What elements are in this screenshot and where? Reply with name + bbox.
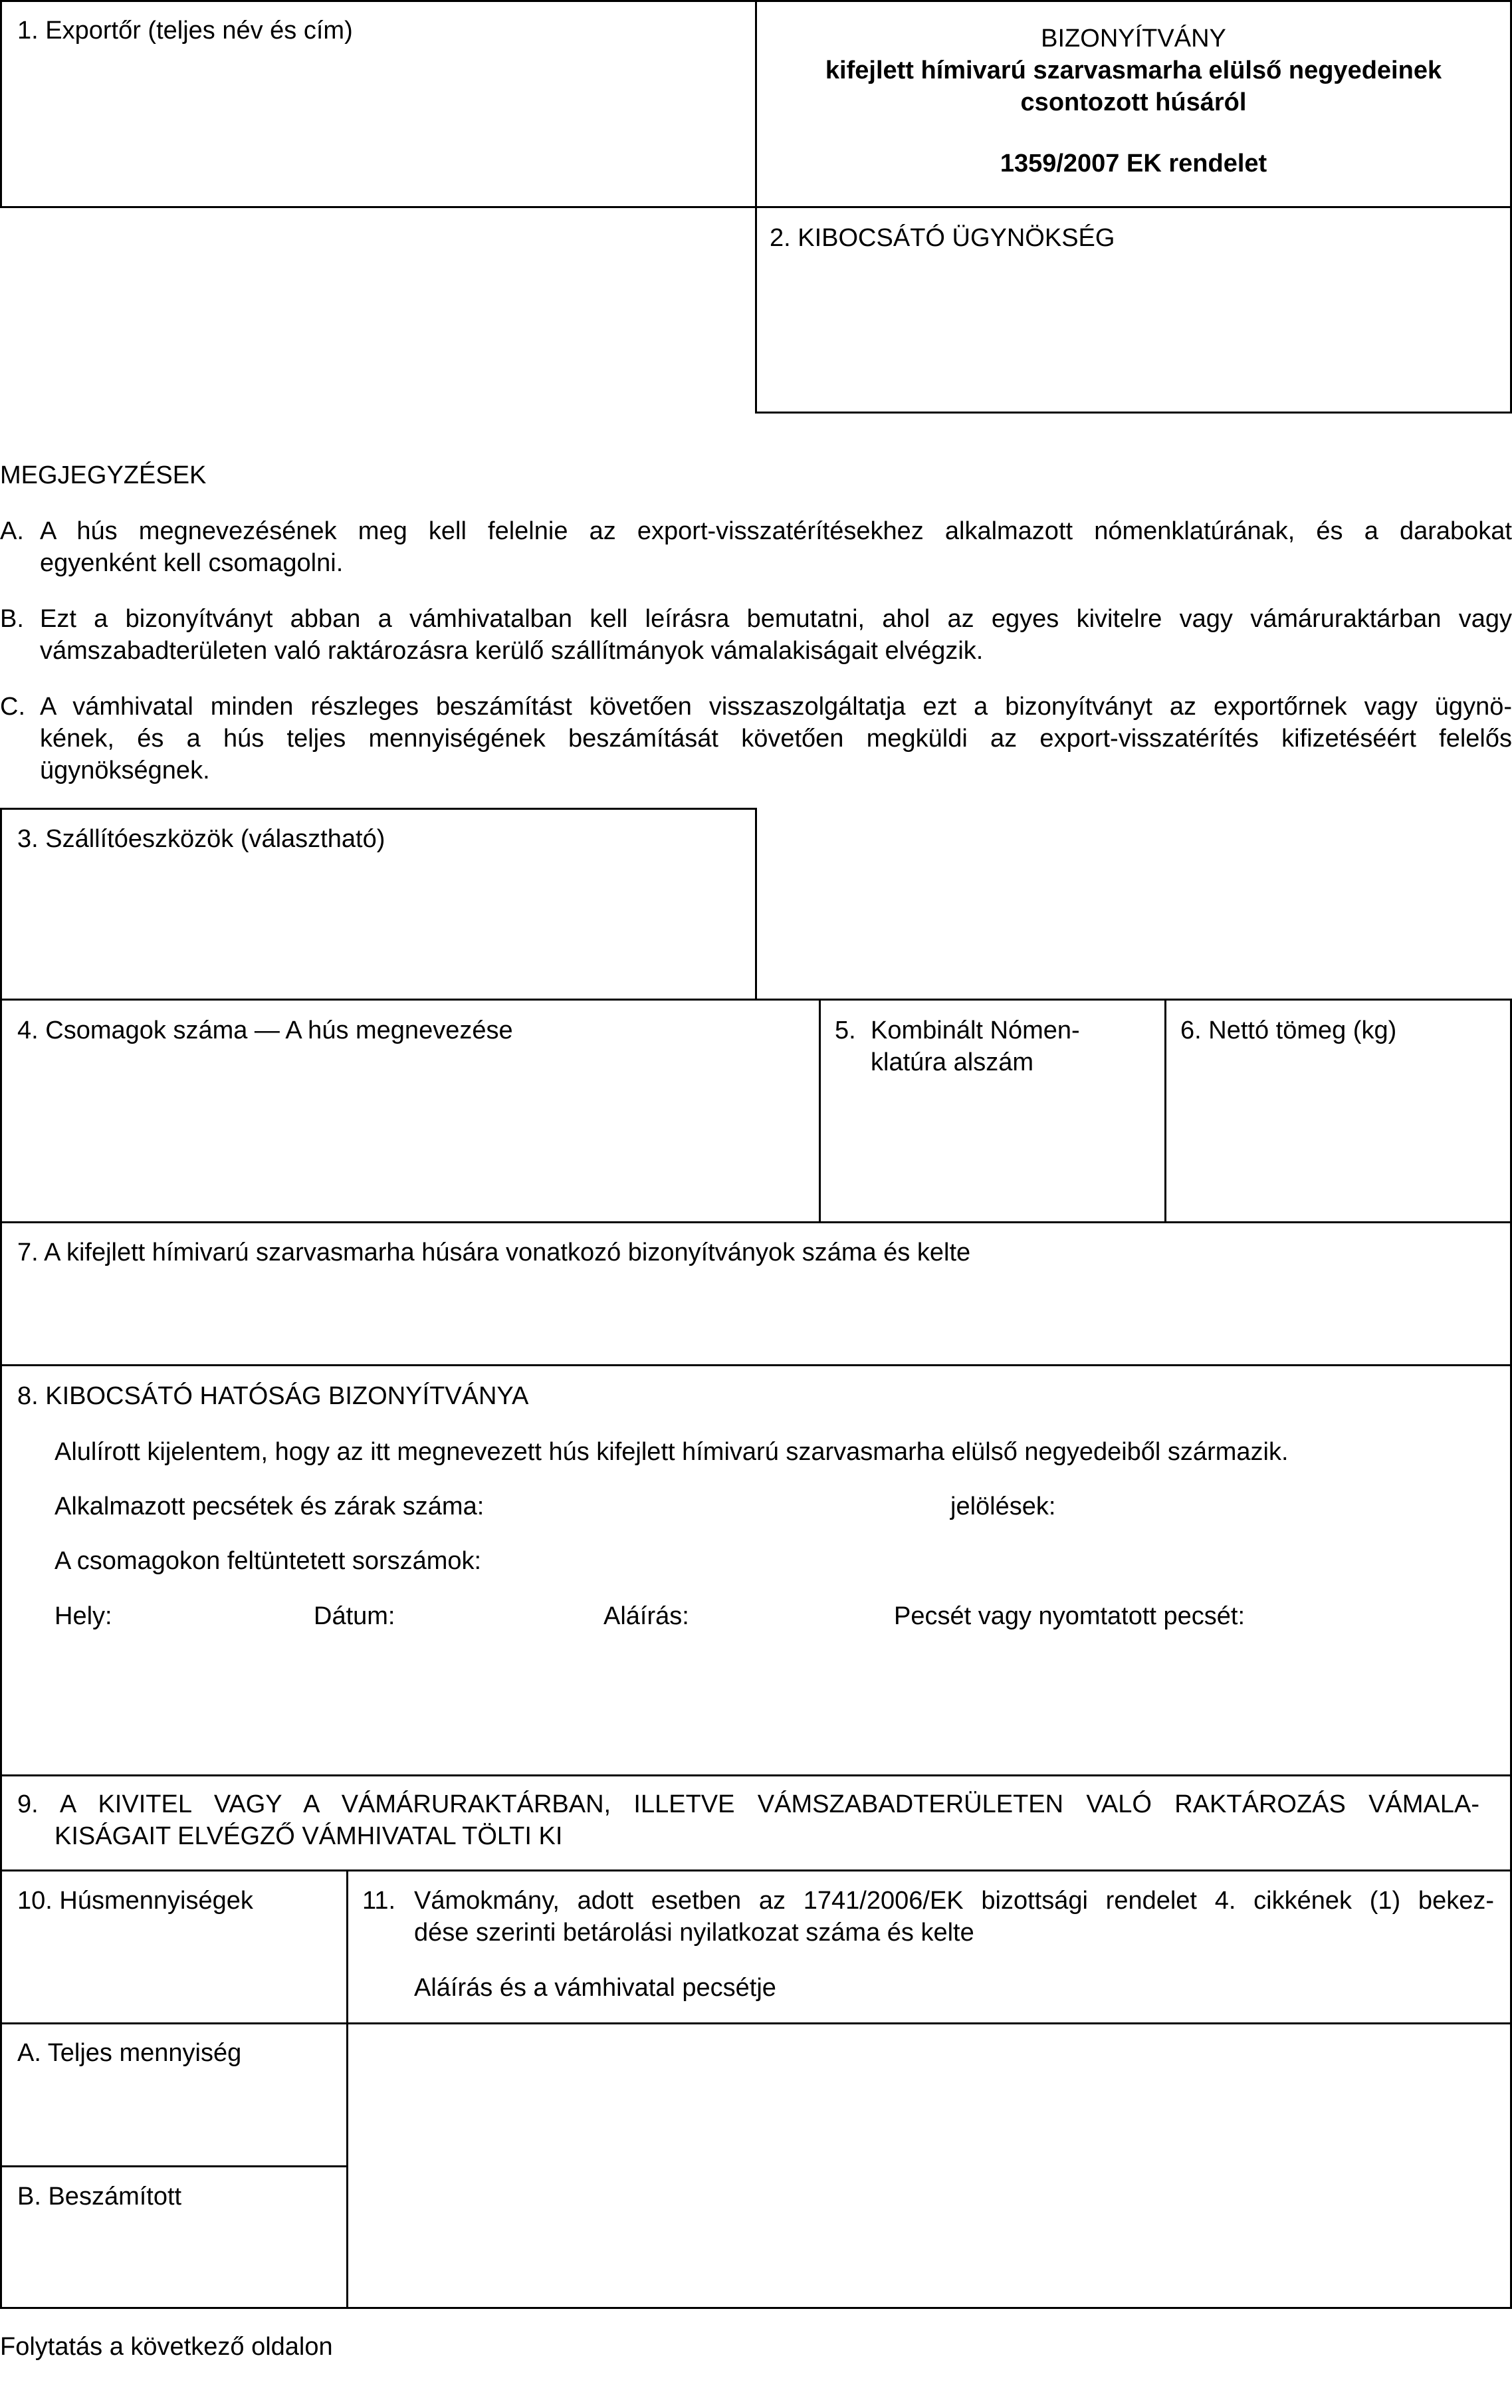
customs-line1: 9. A KIVITEL VAGY A VÁMÁRURAKTÁRBAN, ILLETVE VÁMSZABADTERÜLETEN VALÓ RAKTÁROZÁS VÁMALA- <box>17 1790 1479 1818</box>
deducted-quantity-label: B. Beszámított <box>17 2183 182 2211</box>
note-c-line2: kének, és a hús teljes mennyiségének beszámítását követően megküldi az export-visszatérítés kifizetéséért felelős <box>40 725 1512 753</box>
note-a-letter: A. <box>0 517 24 545</box>
customs-signature-label: Aláírás és a vámhivatal pecsétje <box>414 1974 776 2002</box>
customs-doc-line2: dése szerinti betárolási nyilatkozat száma és kelte <box>414 1919 974 1947</box>
serials-label: A csomagokon feltüntetett sorszámok: <box>54 1547 482 1575</box>
total-quantity-label: A. Teljes mennyiség <box>17 2039 242 2067</box>
certificate-subtitle-line1: kifejlett hímivarú szarvasmarha elülső negyedeinek <box>825 57 1442 84</box>
certificate-title: BIZONYÍTVÁNY <box>1041 25 1226 53</box>
stamp-label: Pecsét vagy nyomtatott pecsét: <box>894 1602 1245 1630</box>
regulation-number: 1359/2007 EK rendelet <box>1000 150 1267 178</box>
note-b-line2: vámszabadterületen való raktározásra kerülő szállítmányok vámalakiságait elvégzik. <box>40 637 984 665</box>
packages-label: 4. Csomagok száma — A hús megnevezése <box>17 1017 513 1044</box>
exporter-label: 1. Exportőr (teljes név és cím) <box>17 17 353 45</box>
issuing-agency-label: 2. KIBOCSÁTÓ ÜGYNÖKSÉG <box>770 224 1115 252</box>
date-label: Dátum: <box>314 1602 395 1630</box>
note-b-letter: B. <box>0 605 24 633</box>
note-c-line1: A vámhivatal minden részleges beszámítást követően visszaszolgáltatja ezt a bizonyítványt az exportőrnek vagy ügynö- <box>40 693 1512 721</box>
customs-doc-number: 11. <box>362 1887 396 1915</box>
cn-code-number: 5. <box>835 1017 856 1044</box>
authority-label: 8. KIBOCSÁTÓ HATÓSÁG BIZONYÍTVÁNYA <box>17 1382 529 1410</box>
certificate-subtitle-line2: csontozott húsáról <box>1020 88 1247 116</box>
customs-stamp-area <box>346 2022 1512 2309</box>
authority-declaration: Alulírott kijelentem, hogy az itt megnevezett hús kifejlett hímivarú szarvasmarha elülső negyedeiből származik. <box>54 1438 1289 1466</box>
quantities-label: 10. Húsmennyiségek <box>17 1887 253 1915</box>
place-label: Hely: <box>54 1602 112 1630</box>
cn-code-line1: Kombinált Nómen- <box>871 1017 1080 1044</box>
cn-code-line2: klatúra alszám <box>871 1048 1033 1076</box>
notes-heading: MEGJEGYZÉSEK <box>0 461 207 489</box>
note-b-line1: Ezt a bizonyítványt abban a vámhivatalban kell leírásra bemutatni, ahol az egyes kivitelre vagy vámáruraktárban vagy <box>40 605 1512 633</box>
note-c-line3: ügynökségnek. <box>40 757 210 784</box>
transport-label: 3. Szállítóeszközök (választható) <box>17 825 385 853</box>
note-a-line1: A hús megnevezésének meg kell felelnie az export-visszatérítésekhez alkalmazott nómenklatúrának, és a darabokat <box>40 517 1512 545</box>
continuation-note: Folytatás a következő oldalon <box>0 2333 333 2361</box>
adult-cert-label: 7. A kifejlett hímivarú szarvasmarha húsára vonatkozó bizonyítványok száma és kelte <box>17 1239 971 1266</box>
customs-line2: KISÁGAIT ELVÉGZŐ VÁMHIVATAL TÖLTI KI <box>54 1822 563 1850</box>
markings-label: jelölések: <box>950 1493 1056 1520</box>
signature-label: Aláírás: <box>603 1602 689 1630</box>
note-a-line2: egyenként kell csomagolni. <box>40 549 344 577</box>
seals-label: Alkalmazott pecsétek és zárak száma: <box>54 1493 485 1520</box>
customs-doc-line1: Vámokmány, adott esetben az 1741/2006/EK bizottsági rendelet 4. cikkének (1) bekez- <box>414 1887 1494 1915</box>
note-c-letter: C. <box>0 693 25 721</box>
net-weight-label: 6. Nettó tömeg (kg) <box>1180 1017 1397 1044</box>
